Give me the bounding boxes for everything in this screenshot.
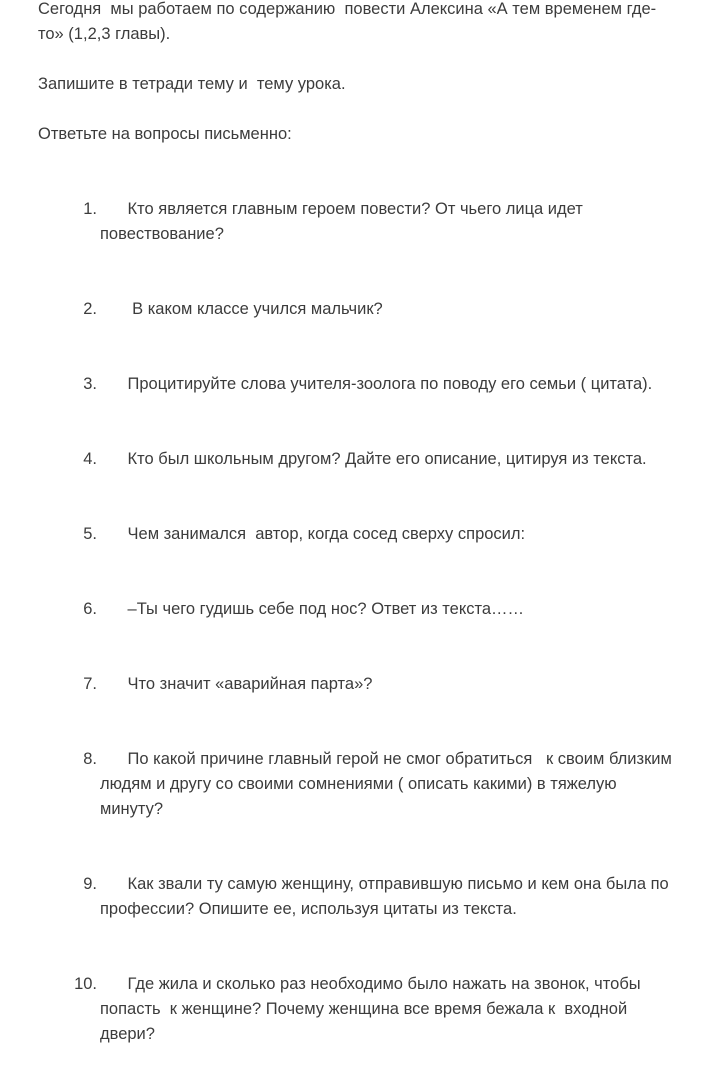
question-item	[78, 347, 683, 422]
question-text: –Ты чего гудишь себе под нос? Ответ из текста……	[127, 600, 525, 618]
intro-paragraph: Сегодня мы работаем по содержанию повести Алексина «А тем временем где-то» (1,2,3 главы).	[38, 0, 657, 43]
question-item	[78, 422, 683, 497]
question-text: Кто был школьным другом? Дайте его описание, цитируя из текста.	[127, 450, 647, 468]
question-number: 3.	[83, 375, 97, 393]
question-number: 5.	[83, 525, 97, 543]
question-number: 6.	[83, 600, 97, 618]
question-item	[78, 647, 683, 722]
instruction-paragraph: Ответьте на вопросы письменно:	[38, 125, 292, 143]
question-text: В каком классе учился мальчик?	[127, 300, 383, 318]
question-number: 4.	[83, 450, 97, 468]
question-number: 1.	[83, 200, 97, 218]
question-text: По какой причине главный герой не смог обратиться к своим близким людям и другу со своими сомнениями ( описать какими) в тяжелую минуту?	[100, 750, 677, 818]
questions-list	[74, 172, 683, 1072]
question-item	[78, 172, 683, 272]
question-item	[78, 572, 683, 647]
question-number: 2.	[83, 300, 97, 318]
document-body	[38, 0, 698, 1072]
question-item	[78, 722, 683, 847]
spacer	[38, 147, 698, 172]
question-text: Что значит «аварийная парта»?	[127, 675, 373, 693]
task-note-paragraph: Запишите в тетради тему и тему урока.	[38, 75, 346, 93]
spacer	[38, 97, 698, 122]
question-item	[78, 847, 683, 947]
question-item	[78, 272, 683, 347]
question-number: 10.	[74, 975, 97, 993]
question-text: Процитируйте слова учителя-зоолога по поводу его семьи ( цитата).	[127, 375, 653, 393]
question-text: Кто является главным героем повести? От чьего лица идет повествование?	[100, 200, 588, 243]
spacer	[38, 47, 698, 72]
question-number: 8.	[83, 750, 97, 768]
question-number: 7.	[83, 675, 97, 693]
question-text: Где жила и сколько раз необходимо было нажать на звонок, чтобы попасть к женщине? Почему женщина все время бежала к входной двери?	[100, 975, 646, 1043]
question-text: Чем занимался автор, когда сосед сверху спросил:	[127, 525, 526, 543]
question-number: 9.	[83, 875, 97, 893]
question-item	[78, 497, 683, 572]
question-text: Как звали ту самую женщину, отправившую письмо и кем она была по профессии? Опишите ее, используя цитаты из текста.	[100, 875, 674, 918]
question-item	[74, 947, 683, 1072]
